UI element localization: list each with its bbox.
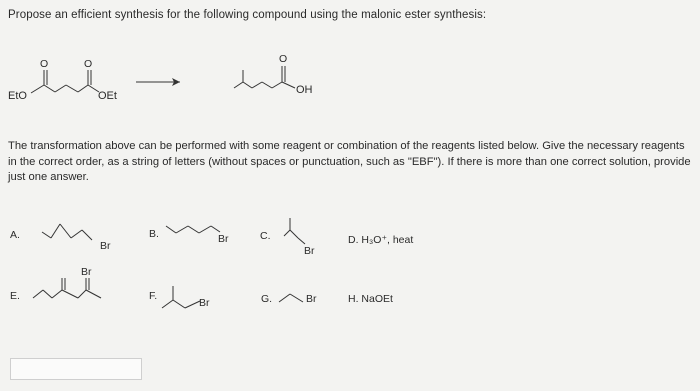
- option-f-br: Br: [199, 297, 210, 309]
- option-g-br: Br: [306, 293, 317, 305]
- reagent-options: [0, 210, 700, 350]
- option-b-letter: B.: [149, 228, 159, 240]
- option-a-letter: A.: [10, 229, 20, 241]
- option-g-letter: G.: [261, 293, 273, 305]
- reactant-label-oet: OEt: [98, 90, 117, 102]
- answer-input[interactable]: [10, 358, 142, 380]
- option-c-br: Br: [304, 245, 315, 257]
- instructions-paragraph: The transformation above can be performed with some reagent or combination of the reagents listed below. Give the necessary reagents in the correct order, as a string of letters (without spaces or punctuation, such as "EBF"). If there is more than one correct solution, provide just one answer.: [8, 140, 691, 183]
- question-prompt: Propose an efficient synthesis for the following compound using the malonic ester synthesis:: [8, 9, 487, 21]
- product-label-oh: OH: [296, 84, 313, 96]
- option-f-letter: F.: [149, 290, 158, 302]
- reactant-carbonyl-oxygen-1: O: [40, 58, 49, 70]
- option-b-br: Br: [218, 233, 229, 245]
- product-carbonyl-oxygen: O: [279, 53, 288, 65]
- reactant-carbonyl-oxygen-2: O: [84, 58, 93, 70]
- reaction-scheme: [0, 0, 700, 130]
- option-d-text: D. H₃O⁺, heat: [348, 234, 414, 246]
- option-a-br: Br: [100, 240, 111, 252]
- option-c-letter: C.: [260, 230, 271, 242]
- option-e-br: Br: [81, 266, 92, 278]
- option-h-text: H. NaOEt: [348, 293, 393, 305]
- option-e-letter: E.: [10, 290, 20, 302]
- reactant-label-eto: EtO: [8, 90, 27, 102]
